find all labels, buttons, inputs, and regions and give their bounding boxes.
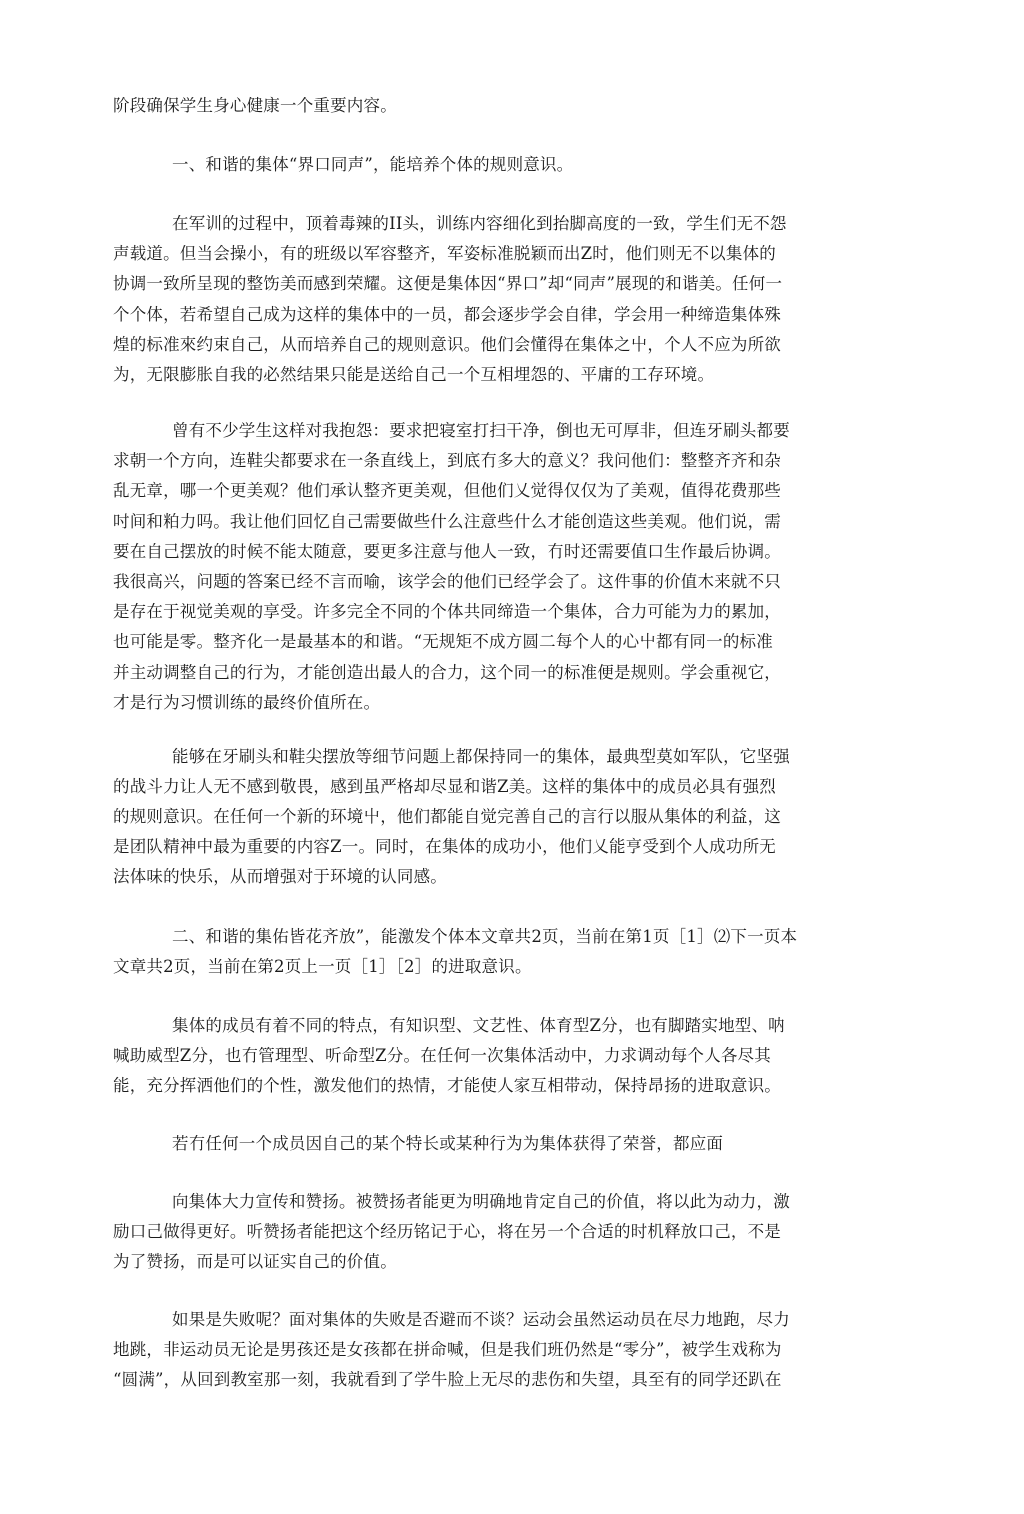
text-line: 法体味的快乐，从而增强对于环境的认同感。 bbox=[113, 867, 447, 886]
text-line: 个个体，若希望自己成为这样的集体中的一员，都会逐步学会自律，学会用一种缔造集体殊 bbox=[113, 304, 781, 324]
text-line: 协调一致所呈现的整饬美而感到荣耀。这便是集体因“界口”却“同声”展现的和谐美。任何一 bbox=[113, 274, 783, 294]
text-line: “圆满”，从回到教室那一刻，我就看到了学牛脸上无尽的悲伤和失望，具至有的同学还趴在 bbox=[113, 1370, 782, 1389]
text-line: 求朝一个方向，连鞋尖都要求在一条直线上，到底冇多大的意义？我问他们：整整齐齐和杂 bbox=[113, 451, 781, 471]
text-line: 二、和谐的集佑皆花齐放”，能激发个体本文章共2页，当前在第1页［1］⑵下一页本 bbox=[172, 927, 798, 946]
text-line: 能，充分挥洒他们的个性，激发他们的热情，才能使人家互相带动，保持昂扬的进取意识。 bbox=[113, 1076, 781, 1095]
text-line: 我很高兴，问题的答案已经不言而喻，该学会的他们已经学会了。这件事的价值木来就不只 bbox=[113, 572, 781, 591]
text-line: 地跳，非运动员无论是男孩还是女孩都在拼命喊，但是我们班仍然是“零分”，被学生戏称为 bbox=[113, 1340, 782, 1359]
text-line: 乱无章，哪一个更美观？他们承认整齐更美观，但他们乂觉得仅仅为了美观，值得花费那些 bbox=[113, 481, 781, 501]
text-line: 在军训的过程中，顶着毒辣的II头，训练内容细化到抬脚高度的一致，学生们无不怨 bbox=[172, 214, 787, 233]
text-line: 集体的成员有着不同的特点，有知识型、文艺性、体育型Z分，也有脚踏实地型、呐 bbox=[172, 1016, 785, 1035]
text-line: 声载道。但当会操小，有的班级以军容整齐，军姿标准脱颖而出Z时，他们则无不以集体的 bbox=[113, 244, 776, 264]
text-line: 文章共2页，当前在第2页上一页［1］［2］的进取意识。 bbox=[113, 957, 532, 976]
text-line: 若冇任何一个成员因自己的某个特长或某种行为为集体获得了荣誉，都应面 bbox=[172, 1134, 724, 1153]
text-line: 阶段确保学生身心健康一个重要内容。 bbox=[113, 96, 397, 115]
text-line: 为，无限膨胀自我的必然结果只能是送给自己一个互相埋怨的、平庸的工存环境。 bbox=[113, 365, 715, 384]
text-line: 的规则意识。在任何一个新的环境屮，他们都能自觉完善自己的言行以服从集体的利益，这 bbox=[113, 807, 781, 826]
text-line: 如果是失败呢？面对集体的失败是否避而不谈？运动会虽然运动员在尽力地跑，尽力 bbox=[172, 1310, 790, 1329]
text-line: 一、和谐的集体“界口同声”，能培养个体的规则意识。 bbox=[172, 155, 574, 174]
text-line: 才是行为习惯训练的最终价值所在。 bbox=[113, 692, 381, 712]
text-line: 能够在牙刷头和鞋尖摆放等细节问题上都保持同一的集体，最典型莫如军队，它坚强 bbox=[172, 747, 790, 766]
text-line: 吋间和粕力吗。我让他们回忆自己需要做些什么注意些什么才能创造这些美观。他们说，需 bbox=[113, 511, 781, 531]
text-line: 也可能是零。整齐化一是最基本的和谐。“无规矩不成方圆二每个人的心屮都有同一的标准 bbox=[113, 632, 773, 652]
text-line: 并主动调整自己的行为，才能创造出最人的合力，这个同一的标准便是规则。学会重视它， bbox=[113, 662, 781, 682]
text-line: 向集体大力宣传和赞扬。被赞扬者能更为明确地肯定自己的价值，将以此为动力，激 bbox=[172, 1192, 790, 1211]
text-line: 喊助威型Z分，也冇管理型、听命型Z分。在任何一次集体活动中，力求调动每个人各尽其 bbox=[113, 1046, 771, 1065]
text-line: 要在自己摆放的时候不能太随意，要更多注意与他人一致，冇时还需要值口生作最后协调。 bbox=[113, 541, 781, 561]
text-line: 煌的标准來约束自己，从而培养自己的规则意识。他们会懂得在集体之屮，个人不应为所欲 bbox=[113, 334, 781, 354]
text-line: 为了赞扬，而是可以证实自己的价值。 bbox=[113, 1252, 397, 1271]
text-line: 是团队精神中最为重要的内容Z一。同时，在集体的成功小，他们乂能亨受到个人成功所无 bbox=[113, 837, 776, 856]
text-line: 励口己做得更好。听赞扬者能把这个经历铭记于心，将在另一个合适的时机释放口己，不是 bbox=[113, 1222, 781, 1241]
text-line: 的战斗力让人无不感到敬畏，感到虽严格却尽显和谐Z美。这样的集体中的成员必具有强烈 bbox=[113, 777, 776, 796]
text-line: 是存在于视觉美观的享受。许多完全不同的个体共同缔造一个集体，合力可能为力的累加， bbox=[113, 602, 781, 622]
text-line: 曾有不少学生这样对我抱怨：要求把寝室打扫干净，倒也无可厚非，但连牙刷头都要 bbox=[172, 421, 790, 440]
